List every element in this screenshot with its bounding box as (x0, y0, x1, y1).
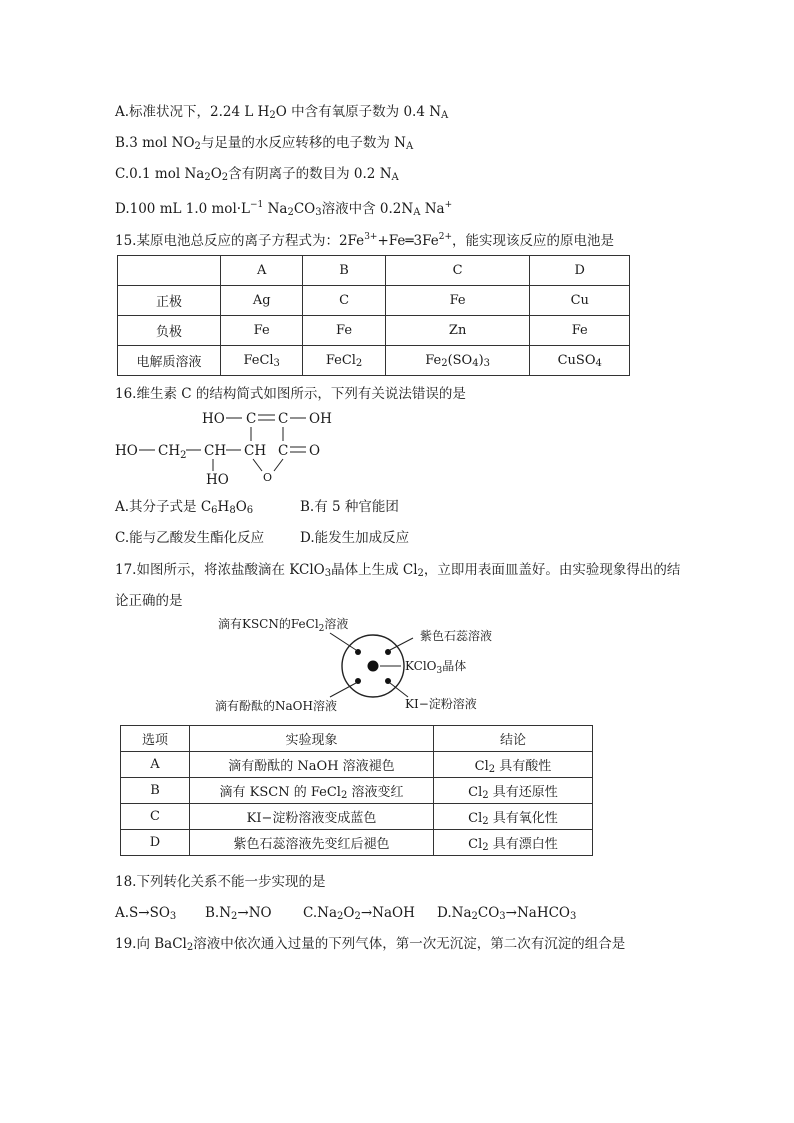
structure-c-top-left: C (246, 411, 257, 427)
table-cell: B (303, 256, 385, 286)
table-row (118, 286, 630, 316)
label-kscn-fecl2: 滴有KSCN的FeCl$_2$溶液 (218, 617, 349, 634)
q14-option-b: B.3 mol $NO_2$与足量的水反应转移的电子数为 $N_A$ (115, 135, 414, 152)
table-row (121, 830, 593, 856)
structure-c-ring: C (278, 443, 289, 459)
table-cell: 滴有酚酞的 NaOH 溶液褪色 (190, 752, 434, 778)
table-cell: Zn (385, 316, 530, 346)
table-cell: C (303, 286, 385, 316)
q18-option-b: $B.N_2\to NO$ (205, 905, 272, 922)
table-row (118, 316, 630, 346)
label-ki-starch: KI−淀粉溶液 (405, 697, 477, 711)
table-cell: KI−淀粉溶液变成蓝色 (190, 804, 434, 830)
table-cell: Fe (385, 286, 530, 316)
table-cell: D (530, 256, 630, 286)
table-cell: C (385, 256, 530, 286)
table-cell: 选项 (121, 726, 190, 752)
label-kclo3-crystal: KClO$_3$晶体 (405, 659, 467, 676)
label-litmus: 紫色石蕊溶液 (420, 629, 493, 643)
table-cell: $Cl_2$ 具有漂白性 (434, 830, 593, 856)
structure-o-carbonyl: O (309, 443, 321, 459)
table-cell: Cu (530, 286, 630, 316)
table-cell: C (121, 804, 190, 830)
row-label: 负极 (118, 316, 221, 346)
q14-option-d: D.100 mL 1.0 $mol\cdot L^{-1}$ $Na_2CO_3$溶液中含 $0.2N_A$ Na+ (115, 200, 453, 218)
q15-table (117, 255, 630, 376)
structure-c-top-right: C (278, 411, 289, 427)
q18-stem: 18.下列转化关系不能一步实现的是 (115, 874, 326, 890)
structure-oh-top-right: OH (309, 411, 332, 427)
structure-ho-left: HO (115, 443, 138, 459)
q16-stem: 16.维生素 C 的结构简式如图所示，下列有关说法错误的是 (115, 386, 466, 402)
table-cell: Fe (221, 316, 303, 346)
structure-ho-bottom: HO (206, 472, 229, 488)
label-phenolphthalein-naoh: 滴有酚酞的NaOH溶液 (215, 699, 337, 713)
q17-stem: 17.如图所示，将浓盐酸滴在 KClO$_3$晶体上生成 $Cl_2$，立即用表面皿盖好。由实验现象得出的结 (115, 562, 681, 579)
table-cell: CuSO$_4$ (530, 346, 630, 376)
structure-ch-left: CH (204, 443, 227, 459)
q14-option-a: A.标准状况下，2.24 L $H_2O$ 中含有氧原子数为 0.4 $N_A$ (115, 104, 449, 121)
table-row (121, 804, 593, 830)
table-cell: A (121, 752, 190, 778)
table-cell: $Cl_2$ 具有还原性 (434, 778, 593, 804)
table-cell: $Cl_2$ 具有酸性 (434, 752, 593, 778)
q14-option-c: C.0.1 mol $Na_2O_2$含有阴离子的数目为 0.2 $N_A$ (115, 166, 399, 183)
table-cell: B (121, 778, 190, 804)
q16-option-d: D.能发生加成反应 (300, 530, 410, 546)
table-cell: A (221, 256, 303, 286)
table-cell: 紫色石蕊溶液先变红后褪色 (190, 830, 434, 856)
structure-ch2: $CH_2$ (158, 443, 187, 461)
structure-ho-top-left: HO (202, 411, 225, 427)
center-crystal-dot (368, 661, 379, 672)
table-row (121, 778, 593, 804)
table-cell: $Fe_2(SO_4)_3$ (385, 346, 530, 376)
q16-option-a: A.其分子式是 $C_6H_8O_6$ (115, 499, 254, 516)
q18-option-a: $A.S\to SO_3$ (115, 905, 177, 922)
table-cell: D (121, 830, 190, 856)
q18-option-d: $D.Na_2CO_3\to NaHCO_3$ (437, 905, 577, 922)
structure-ch-ring: CH (244, 443, 267, 459)
table-cell: FeCl$_3$ (221, 346, 303, 376)
table-header-row (121, 726, 593, 752)
table-cell: 滴有 KSCN 的 FeCl$_2$ 溶液变红 (190, 778, 434, 804)
table-cell: FeCl$_2$ (303, 346, 385, 376)
q16-option-c: C.能与乙酸发生酯化反应 (115, 530, 265, 546)
q19-stem: 19.向 BaCl$_2$溶液中依次通入过量的下列气体，第一次无沉淀，第二次有沉淀的组合是 (115, 936, 626, 953)
table-cell: Fe (530, 316, 630, 346)
row-label: 正极 (118, 286, 221, 316)
table-cell: Fe (303, 316, 385, 346)
table-cell: Ag (221, 286, 303, 316)
q18-option-c: $C.Na_2O_2\to NaOH$ (303, 905, 415, 922)
q16-option-b: B.有 5 种官能团 (300, 499, 399, 515)
vitamin-c-structure (115, 405, 355, 488)
table-cell (118, 256, 221, 286)
table-cell: 实验现象 (190, 726, 434, 752)
structure-o-ring: O (263, 471, 273, 484)
q15-stem: 15.某原电池总反应的离子方程式为：$2Fe^{3+}+Fe═3Fe^{2+}$，能实现该反应的原电池是 (115, 232, 615, 249)
table-row (121, 752, 593, 778)
q17-experiment-diagram (215, 613, 515, 713)
table-header-row (118, 256, 630, 286)
table-row (118, 346, 630, 376)
table-cell: 结论 (434, 726, 593, 752)
q17-table (120, 725, 593, 856)
row-label: 电解质溶液 (118, 346, 221, 376)
q17-stem-line2: 论正确的是 (115, 593, 183, 609)
table-cell: $Cl_2$ 具有氧化性 (434, 804, 593, 830)
